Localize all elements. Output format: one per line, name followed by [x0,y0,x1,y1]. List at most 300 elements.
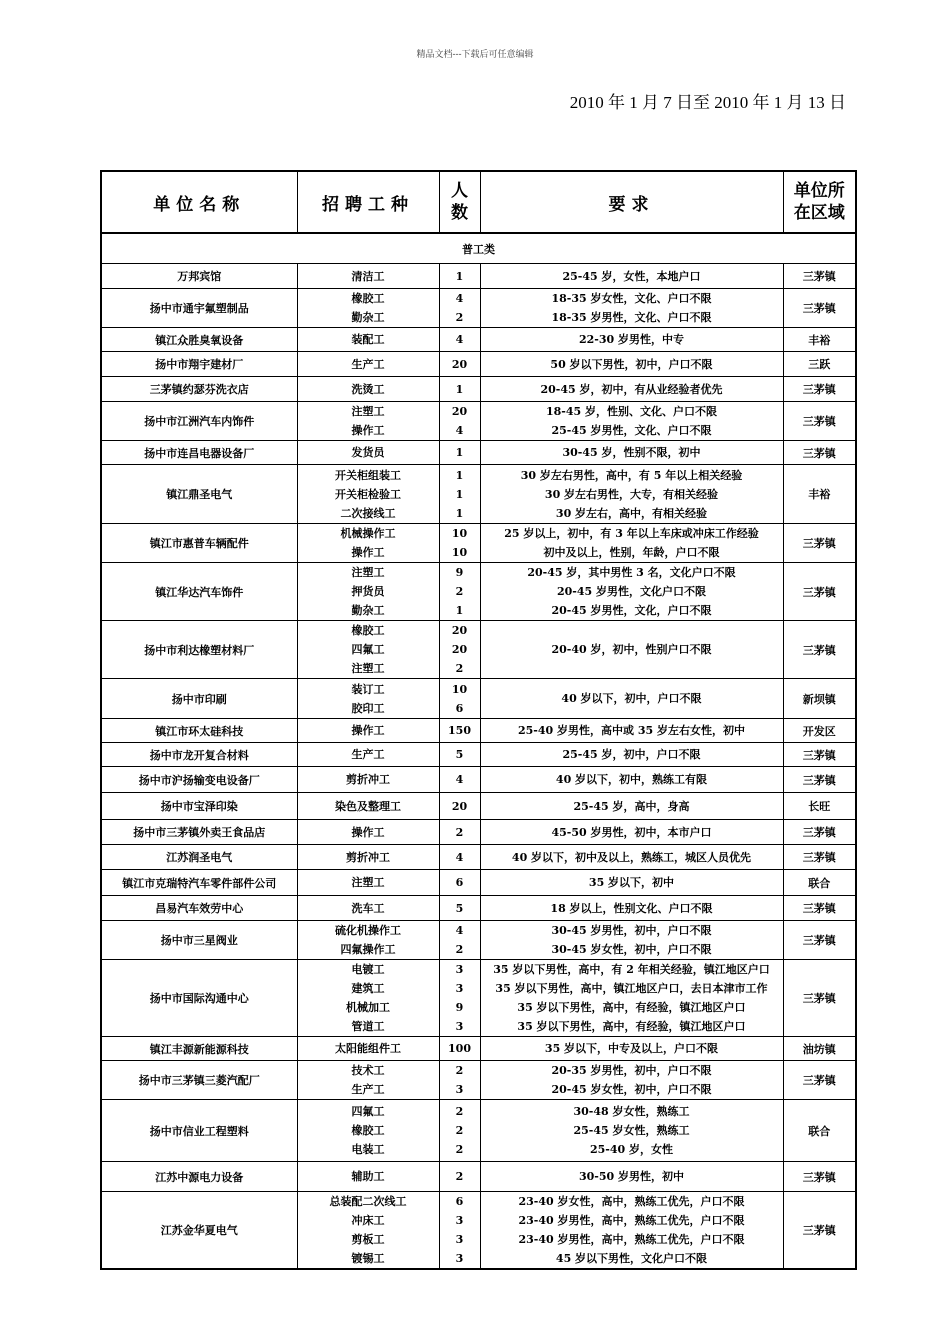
count-cell [439,1162,480,1192]
requirements-cell [480,377,783,402]
count-cell-line: 4 [455,850,464,864]
requirements-cell-line: 20-45 岁男性，文化户口不限 [556,585,706,598]
table-row [101,793,856,820]
requirements-cell [480,921,783,960]
job-cell [297,1192,439,1270]
requirements-cell [480,465,783,524]
count-cell-line: 3 [455,1233,464,1246]
company-cell: 扬中市三星阀业 [101,921,297,960]
job-cell-line: 机械加工 [346,1001,390,1014]
company-cell: 三茅镇约瑟芬洗衣店 [101,377,297,402]
requirements-cell [480,328,783,352]
count-cell-line: 100 [448,1042,471,1055]
job-cell-line: 橡胶工 [351,624,385,637]
requirements-cell [480,1162,783,1192]
count-cell-line: 20 [451,799,468,813]
count-cell-line: 2 [455,1124,464,1137]
count-cell-line: 3 [455,1020,464,1033]
company-cell: 扬中市江洲汽车内饰件 [101,402,297,441]
requirements-cell-line: 25-45 岁男性，文化、户口不限 [551,424,712,437]
area-cell: 三茅镇 [783,1162,856,1192]
job-cell-line: 开关柜检验工 [335,487,401,501]
requirements-cell [480,563,783,621]
count-cell-line: 1 [455,446,464,459]
count-cell-line: 9 [455,1001,464,1014]
job-cell [297,820,439,845]
count-cell-line: 1 [455,506,464,520]
count-cell-line: 9 [455,566,464,579]
area-cell: 三茅镇 [783,402,856,441]
job-cell [297,441,439,465]
company-cell: 昌易汽车效劳中心 [101,896,297,921]
count-cell-line: 2 [455,943,464,956]
count-cell-line: 10 [451,682,468,696]
count-cell [439,402,480,441]
area-cell: 三茅镇 [783,264,856,289]
table-row [101,465,856,524]
table-row [101,352,856,377]
company-cell: 镇江市克瑞特汽车零件部件公司 [101,870,297,896]
requirements-cell-line: 23-40 岁男性，高中，熟练工优先，户口不限 [518,1214,745,1227]
requirements-cell-line: 35 岁以下男性，高中，有经验，镇江地区户口 [517,1020,746,1033]
watermark-text: 精品文档---下载后可任意编辑 [416,50,534,60]
count-cell-line: 1 [455,468,464,482]
count-cell-line: 150 [448,724,471,737]
area-cell: 三茅镇 [783,289,856,328]
job-cell-line: 建筑工 [351,982,385,995]
requirements-cell-line: 40 岁以下，初中及以上，熟练工，城区人员优先 [511,850,752,864]
table-row [101,524,856,563]
count-cell [439,1037,480,1061]
table-row [101,960,856,1037]
requirements-cell-line: 25-45 岁女性，熟练工 [573,1124,690,1137]
job-cell-line: 开关柜组装工 [335,468,401,482]
table-row [101,328,856,352]
header-area-line1: 单位所 [793,181,845,201]
table-row [101,289,856,328]
job-cell-line: 注塑工 [351,876,385,889]
requirements-cell [480,1192,783,1270]
count-cell [439,870,480,896]
requirements-cell-line: 45 岁以下男性，文化户口不限 [555,1252,708,1265]
count-cell [439,845,480,870]
job-cell-line: 胶印工 [351,701,385,715]
count-cell-line: 6 [455,701,464,715]
area-cell: 油坊镇 [783,1037,856,1061]
table-row [101,921,856,960]
job-cell-line: 橡胶工 [351,292,385,305]
requirements-cell-line: 35 岁以下男性，高中，有经验，镇江地区户口 [517,1001,746,1014]
recruitment-table [100,170,857,1270]
job-cell [297,719,439,743]
job-cell-line: 生产工 [351,1083,385,1096]
requirements-cell-line: 18-35 岁女性，文化、户口不限 [551,292,712,305]
company-cell: 扬中市国际沟通中心 [101,960,297,1037]
requirements-cell-line: 25-40 岁男性，高中或 35 岁左右女性，初中 [518,724,745,737]
job-cell [297,679,439,719]
count-cell [439,719,480,743]
count-cell [439,352,480,377]
area-cell: 丰裕 [783,328,856,352]
requirements-cell [480,767,783,793]
requirements-cell [480,524,783,563]
requirements-cell-line: 30 岁左右男性，大专，有相关经验 [544,487,719,501]
count-cell [439,793,480,820]
job-cell-line: 硫化机操作工 [335,924,401,937]
job-cell-line: 剪折冲工 [346,773,390,786]
requirements-cell [480,743,783,767]
count-cell-line: 3 [455,1083,464,1096]
job-cell-line: 总装配二次线工 [329,1195,407,1208]
job-cell-line: 辅助工 [351,1170,385,1183]
job-cell-line: 电装工 [351,1143,385,1156]
count-cell [439,820,480,845]
job-cell-line: 太阳能组件工 [335,1042,401,1055]
requirements-cell-line: 20-40 岁，初中，性别户口不限 [551,643,712,656]
requirements-cell-line: 30-45 岁女性，初中，户口不限 [551,943,712,956]
company-cell: 扬中市连昌电器设备厂 [101,441,297,465]
table-row [101,441,856,465]
count-cell [439,441,480,465]
requirements-cell-line: 40 岁以下，初中，熟练工有限 [555,773,708,786]
area-cell: 三茅镇 [783,960,856,1037]
company-cell: 扬中市通宇氟塑制品 [101,289,297,328]
count-cell-line: 1 [455,604,464,617]
company-cell: 镇江市惠普车辆配件 [101,524,297,563]
requirements-cell [480,793,783,820]
job-cell-line: 技术工 [351,1064,385,1077]
area-cell: 三茅镇 [783,441,856,465]
count-cell-line: 3 [455,1214,464,1227]
requirements-cell-line: 35 岁以下男性，高中，有 2 年相关经验，镇江地区户口 [493,963,770,976]
count-cell-line: 2 [455,1143,464,1156]
job-cell [297,1162,439,1192]
company-cell: 扬中市信业工程塑料 [101,1100,297,1162]
table-row [101,679,856,719]
count-cell-line: 10 [451,527,468,540]
requirements-cell [480,820,783,845]
job-cell [297,377,439,402]
area-cell: 三茅镇 [783,621,856,679]
job-cell-line: 剪板工 [351,1233,385,1246]
job-cell-line: 生产工 [351,357,385,371]
table-row [101,767,856,793]
job-cell-line: 四氟工 [351,1105,385,1118]
count-cell-line: 4 [455,333,464,346]
header-count-line2: 数 [451,203,468,223]
requirements-cell-line: 25-45 岁，初中，户口不限 [562,748,701,761]
count-cell-line: 2 [455,825,464,839]
count-cell-line: 4 [455,773,464,786]
job-cell-line: 冲床工 [351,1214,385,1227]
job-cell-line: 注塑工 [351,662,385,675]
count-cell-line: 2 [455,311,464,324]
count-cell [439,767,480,793]
area-cell: 三茅镇 [783,896,856,921]
table-row [101,402,856,441]
job-cell [297,465,439,524]
area-cell: 三茅镇 [783,767,856,793]
table-row [101,820,856,845]
company-cell: 扬中市三茅镇三菱汽配厂 [101,1061,297,1100]
requirements-cell-line: 35 岁以下，中专及以上，户口不限 [544,1042,719,1055]
company-cell: 万邦宾馆 [101,264,297,289]
date-range: 2010 年 1 月 7 日至 2010 年 1 月 13 日 [569,93,846,112]
requirements-cell-line: 30 岁左右男性，高中，有 5 年以上相关经验 [520,468,743,482]
company-cell: 扬中市三茅镇外卖王食品店 [101,820,297,845]
table-row [101,743,856,767]
table-row [101,1061,856,1100]
requirements-cell-line: 35 岁以下，初中 [588,876,675,889]
requirements-cell-line: 初中及以上，性别，年龄，户口不限 [543,546,720,559]
requirements-cell-line: 20-45 岁，其中男性 3 名，文化户口不限 [527,566,736,579]
area-cell: 丰裕 [783,465,856,524]
count-cell [439,524,480,563]
job-cell-line: 操作工 [351,546,385,559]
requirements-cell-line: 23-40 岁女性，高中，熟练工优先，户口不限 [518,1195,745,1208]
area-cell: 开发区 [783,719,856,743]
job-cell [297,793,439,820]
header-job: 招聘工种 [297,171,439,233]
requirements-cell-line: 25 岁以上，初中，有 3 年以上车床或冲床工作经验 [504,527,759,540]
requirements-cell [480,441,783,465]
area-cell: 三茅镇 [783,524,856,563]
requirements-cell-line: 23-40 岁男性，高中，熟练工优先，户口不限 [518,1233,745,1246]
area-cell: 联合 [783,870,856,896]
company-cell: 扬中市印刷 [101,679,297,719]
count-cell [439,679,480,719]
header-area-line2: 在区域 [793,203,845,223]
job-cell [297,264,439,289]
requirements-cell-line: 30 岁左右，高中，有相关经验 [555,506,708,520]
job-cell-line: 染色及整理工 [335,799,401,813]
requirements-cell [480,896,783,921]
requirements-cell [480,870,783,896]
area-cell: 三茅镇 [783,921,856,960]
requirements-cell-line: 30-45 岁男性，初中，户口不限 [551,924,712,937]
count-cell-line: 1 [455,382,464,396]
count-cell-line: 2 [455,585,464,598]
job-cell [297,1061,439,1100]
job-cell [297,563,439,621]
requirements-cell [480,679,783,719]
table-row [101,896,856,921]
count-cell-line: 4 [455,924,464,937]
count-cell [439,563,480,621]
category-row [101,233,856,264]
count-cell-line: 4 [455,292,464,305]
count-cell-line: 20 [451,624,468,637]
count-cell [439,377,480,402]
count-cell [439,1192,480,1270]
job-cell-line: 橡胶工 [351,1124,385,1137]
count-cell-line: 20 [451,357,468,371]
company-cell: 扬中市利达橡塑材料厂 [101,621,297,679]
count-cell [439,921,480,960]
count-cell-line: 5 [455,748,464,761]
area-cell: 三茅镇 [783,743,856,767]
company-cell: 江苏中源电力设备 [101,1162,297,1192]
table-row [101,845,856,870]
company-cell: 镇江华达汽车饰件 [101,563,297,621]
area-cell: 联合 [783,1100,856,1162]
job-cell-line: 勤杂工 [351,604,385,617]
count-cell [439,328,480,352]
requirements-cell-line: 40 岁以下，初中，户口不限 [561,692,702,705]
table-header-row [101,171,856,233]
requirements-cell [480,621,783,679]
count-cell [439,896,480,921]
table-row [101,1100,856,1162]
table-row [101,621,856,679]
job-cell-line: 机械操作工 [340,527,396,540]
job-cell-line: 勤杂工 [351,311,385,324]
requirements-cell-line: 18-35 岁男性，文化、户口不限 [551,311,712,324]
job-cell-line: 操作工 [351,424,385,437]
job-cell-line: 押货员 [351,585,385,598]
job-cell [297,352,439,377]
count-cell-line: 3 [455,982,464,995]
count-cell-line: 3 [455,1252,464,1265]
area-cell: 三茅镇 [783,563,856,621]
table-body [101,233,856,1269]
job-cell-line: 四氟工 [351,643,385,656]
count-cell-line: 4 [455,424,464,437]
table-row [101,264,856,289]
job-cell-line: 注塑工 [351,566,385,579]
count-cell [439,1100,480,1162]
requirements-cell [480,845,783,870]
table-row [101,870,856,896]
header-count-line1: 人 [451,181,468,201]
job-cell [297,289,439,328]
requirements-cell [480,1061,783,1100]
requirements-cell [480,1100,783,1162]
requirements-cell-line: 45-50 岁男性，初中，本市户口 [551,825,712,839]
count-cell [439,1061,480,1100]
requirements-cell [480,719,783,743]
header-company: 单位名称 [101,171,297,233]
job-cell-line: 发货员 [351,446,385,459]
company-cell: 江苏金华夏电气 [101,1192,297,1270]
job-cell-line: 洗车工 [351,901,385,915]
area-cell: 三茅镇 [783,820,856,845]
table-row [101,1037,856,1061]
area-cell: 长旺 [783,793,856,820]
job-cell-line: 洗烫工 [351,382,385,396]
job-cell-line: 电镀工 [351,963,385,976]
header-count [439,171,480,233]
count-cell-line: 20 [451,405,468,418]
job-cell [297,328,439,352]
job-cell [297,743,439,767]
count-cell-line: 2 [455,1170,464,1183]
requirements-cell-line: 25-45 岁，高中，身高 [573,799,690,813]
company-cell: 江苏润圣电气 [101,845,297,870]
job-cell [297,621,439,679]
job-cell-line: 四氟操作工 [340,943,396,956]
area-cell: 三茅镇 [783,377,856,402]
requirements-cell-line: 35 岁以下男性，高中，镇江地区户口，去日本津市工作 [495,982,768,995]
job-cell [297,921,439,960]
company-cell: 镇江市环太硅科技 [101,719,297,743]
job-cell [297,767,439,793]
requirements-cell [480,264,783,289]
requirements-cell-line: 20-35 岁男性，初中，户口不限 [551,1064,712,1077]
count-cell [439,621,480,679]
company-cell: 扬中市宝泽印染 [101,793,297,820]
job-cell-line: 镀锡工 [351,1252,385,1265]
job-cell [297,896,439,921]
area-cell: 三茅镇 [783,1061,856,1100]
requirements-cell [480,960,783,1037]
company-cell: 扬中市翔宇建材厂 [101,352,297,377]
requirements-cell [480,289,783,328]
company-cell: 扬中市沪扬输变电设备厂 [101,767,297,793]
job-cell [297,845,439,870]
job-cell [297,960,439,1037]
job-cell [297,524,439,563]
job-cell [297,1100,439,1162]
job-cell-line: 装订工 [351,682,385,696]
area-cell: 三跃 [783,352,856,377]
requirements-cell-line: 25-40 岁，女性 [589,1143,673,1156]
job-cell-line: 清洁工 [351,269,385,283]
requirements-cell-line: 18 岁以上，性别文化、户口不限 [550,901,713,915]
count-cell-line: 6 [455,1195,464,1208]
count-cell-line: 6 [455,876,464,889]
requirements-cell-line: 30-50 岁男性，初中 [578,1170,684,1183]
requirements-cell-line: 20-45 岁男性，文化，户口不限 [551,604,712,617]
requirements-cell-line: 30-45 岁，性别不限，初中 [562,446,701,459]
area-cell: 三茅镇 [783,1192,856,1270]
job-cell-line: 管道工 [351,1020,385,1033]
count-cell [439,264,480,289]
requirements-cell [480,402,783,441]
job-cell [297,1037,439,1061]
count-cell [439,743,480,767]
requirements-cell-line: 50 岁以下男性，初中，户口不限 [550,357,713,371]
table-row [101,377,856,402]
requirements-cell-line: 20-45 岁女性，初中，户口不限 [551,1083,712,1096]
company-cell: 扬中市龙开复合材料 [101,743,297,767]
area-cell: 新坝镇 [783,679,856,719]
requirements-cell-line: 18-45 岁，性别、文化、户口不限 [545,405,717,418]
count-cell-line: 2 [455,1064,464,1077]
table-row [101,719,856,743]
table-row [101,1162,856,1192]
count-cell-line: 20 [451,643,468,656]
requirements-cell-line: 20-45 岁，初中，有从业经验者优先 [540,382,723,396]
count-cell-line: 10 [451,546,468,559]
requirements-cell-line: 25-45 岁，女性，本地户口 [562,269,701,283]
company-cell: 镇江鼎圣电气 [101,465,297,524]
job-cell-line: 二次接线工 [340,506,396,520]
count-cell [439,289,480,328]
count-cell [439,960,480,1037]
count-cell-line: 2 [455,662,464,675]
company-cell: 镇江丰源新能源科技 [101,1037,297,1061]
count-cell [439,465,480,524]
job-cell-line: 注塑工 [351,405,385,418]
job-cell-line: 装配工 [351,333,385,346]
job-cell-line: 操作工 [351,825,385,839]
table-row [101,563,856,621]
requirements-cell [480,1037,783,1061]
count-cell-line: 2 [455,1105,464,1118]
header-area [783,171,856,233]
job-cell-line: 操作工 [351,724,385,737]
